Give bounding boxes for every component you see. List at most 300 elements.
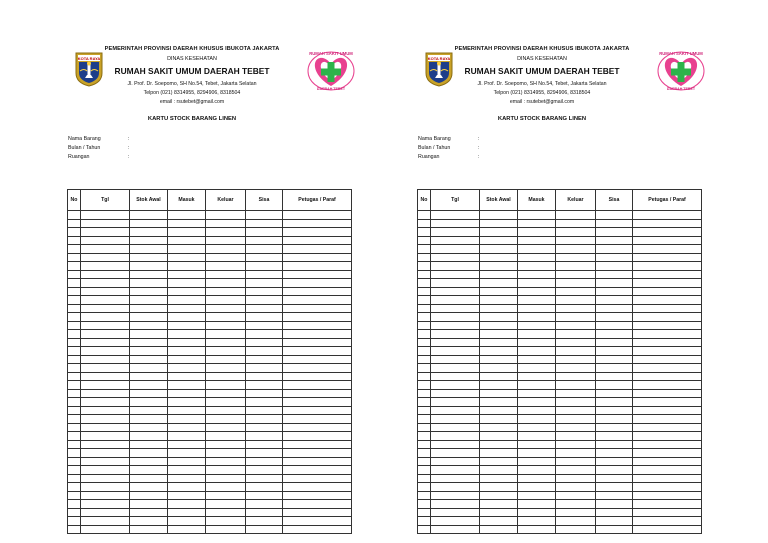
table-cell[interactable] bbox=[418, 355, 431, 364]
table-cell[interactable] bbox=[206, 423, 246, 432]
table-cell[interactable] bbox=[431, 406, 480, 415]
table-cell[interactable] bbox=[130, 355, 168, 364]
table-cell[interactable] bbox=[206, 457, 246, 466]
table-cell[interactable] bbox=[206, 228, 246, 237]
table-cell[interactable] bbox=[283, 474, 352, 483]
table-cell[interactable] bbox=[633, 347, 702, 356]
table-cell[interactable] bbox=[246, 219, 283, 228]
table-cell[interactable] bbox=[418, 406, 431, 415]
table-cell[interactable] bbox=[418, 313, 431, 322]
table-cell[interactable] bbox=[431, 474, 480, 483]
table-cell[interactable] bbox=[556, 330, 596, 339]
table-cell[interactable] bbox=[68, 372, 81, 381]
table-cell[interactable] bbox=[633, 440, 702, 449]
table-cell[interactable] bbox=[68, 415, 81, 424]
table-cell[interactable] bbox=[68, 500, 81, 509]
table-cell[interactable] bbox=[168, 287, 206, 296]
table-cell[interactable] bbox=[418, 364, 431, 373]
table-cell[interactable] bbox=[418, 228, 431, 237]
table-cell[interactable] bbox=[518, 228, 556, 237]
table-cell[interactable] bbox=[633, 432, 702, 441]
table-cell[interactable] bbox=[130, 270, 168, 279]
table-cell[interactable] bbox=[68, 364, 81, 373]
table-cell[interactable] bbox=[633, 330, 702, 339]
table-cell[interactable] bbox=[206, 491, 246, 500]
table-cell[interactable] bbox=[206, 517, 246, 526]
table-cell[interactable] bbox=[81, 432, 130, 441]
table-cell[interactable] bbox=[596, 423, 633, 432]
table-cell[interactable] bbox=[431, 253, 480, 262]
table-cell[interactable] bbox=[81, 398, 130, 407]
table-cell[interactable] bbox=[518, 466, 556, 475]
table-cell[interactable] bbox=[130, 304, 168, 313]
table-cell[interactable] bbox=[418, 253, 431, 262]
table-cell[interactable] bbox=[596, 466, 633, 475]
table-cell[interactable] bbox=[81, 321, 130, 330]
table-cell[interactable] bbox=[81, 262, 130, 271]
table-cell[interactable] bbox=[633, 338, 702, 347]
table-cell[interactable] bbox=[596, 355, 633, 364]
table-cell[interactable] bbox=[518, 253, 556, 262]
table-cell[interactable] bbox=[518, 440, 556, 449]
table-cell[interactable] bbox=[246, 415, 283, 424]
table-cell[interactable] bbox=[81, 296, 130, 305]
table-cell[interactable] bbox=[206, 381, 246, 390]
table-cell[interactable] bbox=[596, 321, 633, 330]
table-cell[interactable] bbox=[418, 338, 431, 347]
table-cell[interactable] bbox=[518, 330, 556, 339]
table-cell[interactable] bbox=[168, 304, 206, 313]
table-cell[interactable] bbox=[168, 321, 206, 330]
table-cell[interactable] bbox=[633, 313, 702, 322]
table-cell[interactable] bbox=[431, 432, 480, 441]
table-cell[interactable] bbox=[633, 321, 702, 330]
table-cell[interactable] bbox=[168, 381, 206, 390]
table-cell[interactable] bbox=[633, 398, 702, 407]
table-cell[interactable] bbox=[633, 423, 702, 432]
table-cell[interactable] bbox=[556, 517, 596, 526]
table-cell[interactable] bbox=[518, 406, 556, 415]
table-cell[interactable] bbox=[431, 245, 480, 254]
table-cell[interactable] bbox=[246, 483, 283, 492]
table-cell[interactable] bbox=[431, 449, 480, 458]
table-cell[interactable] bbox=[431, 364, 480, 373]
table-cell[interactable] bbox=[556, 449, 596, 458]
table-cell[interactable] bbox=[283, 219, 352, 228]
table-cell[interactable] bbox=[633, 236, 702, 245]
table-cell[interactable] bbox=[556, 483, 596, 492]
table-cell[interactable] bbox=[206, 347, 246, 356]
table-cell[interactable] bbox=[246, 321, 283, 330]
table-cell[interactable] bbox=[418, 330, 431, 339]
table-cell[interactable] bbox=[431, 440, 480, 449]
table-cell[interactable] bbox=[246, 423, 283, 432]
table-cell[interactable] bbox=[556, 389, 596, 398]
table-cell[interactable] bbox=[431, 389, 480, 398]
table-cell[interactable] bbox=[418, 262, 431, 271]
table-cell[interactable] bbox=[68, 381, 81, 390]
table-cell[interactable] bbox=[130, 253, 168, 262]
table-cell[interactable] bbox=[246, 287, 283, 296]
table-cell[interactable] bbox=[81, 279, 130, 288]
table-cell[interactable] bbox=[431, 262, 480, 271]
table-cell[interactable] bbox=[418, 483, 431, 492]
table-cell[interactable] bbox=[283, 262, 352, 271]
table-cell[interactable] bbox=[480, 483, 518, 492]
table-cell[interactable] bbox=[68, 525, 81, 534]
table-cell[interactable] bbox=[246, 432, 283, 441]
table-cell[interactable] bbox=[556, 262, 596, 271]
table-cell[interactable] bbox=[431, 466, 480, 475]
table-cell[interactable] bbox=[633, 279, 702, 288]
table-cell[interactable] bbox=[168, 440, 206, 449]
table-cell[interactable] bbox=[518, 211, 556, 220]
table-cell[interactable] bbox=[168, 508, 206, 517]
table-cell[interactable] bbox=[431, 330, 480, 339]
table-cell[interactable] bbox=[246, 491, 283, 500]
table-cell[interactable] bbox=[206, 304, 246, 313]
table-cell[interactable] bbox=[480, 321, 518, 330]
table-cell[interactable] bbox=[168, 449, 206, 458]
table-cell[interactable] bbox=[633, 449, 702, 458]
table-cell[interactable] bbox=[81, 228, 130, 237]
table-cell[interactable] bbox=[480, 474, 518, 483]
table-cell[interactable] bbox=[556, 474, 596, 483]
table-cell[interactable] bbox=[283, 245, 352, 254]
table-cell[interactable] bbox=[283, 517, 352, 526]
table-cell[interactable] bbox=[130, 372, 168, 381]
table-cell[interactable] bbox=[283, 457, 352, 466]
table-cell[interactable] bbox=[431, 500, 480, 509]
table-cell[interactable] bbox=[480, 364, 518, 373]
table-cell[interactable] bbox=[480, 449, 518, 458]
table-cell[interactable] bbox=[556, 236, 596, 245]
table-cell[interactable] bbox=[480, 347, 518, 356]
table-cell[interactable] bbox=[596, 491, 633, 500]
table-cell[interactable] bbox=[246, 500, 283, 509]
table-cell[interactable] bbox=[81, 483, 130, 492]
table-cell[interactable] bbox=[81, 525, 130, 534]
table-cell[interactable] bbox=[81, 355, 130, 364]
table-cell[interactable] bbox=[68, 253, 81, 262]
table-cell[interactable] bbox=[431, 483, 480, 492]
table-cell[interactable] bbox=[68, 449, 81, 458]
table-cell[interactable] bbox=[418, 296, 431, 305]
table-cell[interactable] bbox=[246, 211, 283, 220]
table-cell[interactable] bbox=[480, 253, 518, 262]
table-cell[interactable] bbox=[556, 287, 596, 296]
table-cell[interactable] bbox=[480, 440, 518, 449]
table-cell[interactable] bbox=[556, 432, 596, 441]
table-cell[interactable] bbox=[246, 262, 283, 271]
table-cell[interactable] bbox=[431, 508, 480, 517]
table-cell[interactable] bbox=[633, 253, 702, 262]
table-cell[interactable] bbox=[168, 253, 206, 262]
table-cell[interactable] bbox=[418, 457, 431, 466]
table-cell[interactable] bbox=[206, 449, 246, 458]
table-cell[interactable] bbox=[68, 355, 81, 364]
table-cell[interactable] bbox=[596, 398, 633, 407]
table-cell[interactable] bbox=[418, 398, 431, 407]
table-cell[interactable] bbox=[518, 449, 556, 458]
table-cell[interactable] bbox=[418, 321, 431, 330]
table-cell[interactable] bbox=[518, 491, 556, 500]
table-cell[interactable] bbox=[206, 466, 246, 475]
table-cell[interactable] bbox=[130, 415, 168, 424]
table-cell[interactable] bbox=[633, 381, 702, 390]
table-cell[interactable] bbox=[81, 347, 130, 356]
table-cell[interactable] bbox=[556, 500, 596, 509]
table-cell[interactable] bbox=[130, 491, 168, 500]
table-cell[interactable] bbox=[556, 253, 596, 262]
table-cell[interactable] bbox=[68, 236, 81, 245]
table-cell[interactable] bbox=[81, 500, 130, 509]
table-cell[interactable] bbox=[431, 211, 480, 220]
table-cell[interactable] bbox=[246, 508, 283, 517]
table-cell[interactable] bbox=[418, 415, 431, 424]
table-cell[interactable] bbox=[480, 398, 518, 407]
table-cell[interactable] bbox=[81, 457, 130, 466]
table-cell[interactable] bbox=[596, 330, 633, 339]
table-cell[interactable] bbox=[418, 500, 431, 509]
table-cell[interactable] bbox=[168, 406, 206, 415]
table-cell[interactable] bbox=[283, 236, 352, 245]
table-cell[interactable] bbox=[596, 287, 633, 296]
table-cell[interactable] bbox=[283, 211, 352, 220]
table-cell[interactable] bbox=[518, 321, 556, 330]
table-cell[interactable] bbox=[556, 525, 596, 534]
table-cell[interactable] bbox=[596, 381, 633, 390]
table-cell[interactable] bbox=[283, 304, 352, 313]
table-cell[interactable] bbox=[596, 211, 633, 220]
table-cell[interactable] bbox=[556, 304, 596, 313]
table-cell[interactable] bbox=[130, 364, 168, 373]
table-cell[interactable] bbox=[130, 474, 168, 483]
table-cell[interactable] bbox=[206, 279, 246, 288]
table-cell[interactable] bbox=[168, 423, 206, 432]
table-cell[interactable] bbox=[480, 219, 518, 228]
table-cell[interactable] bbox=[431, 381, 480, 390]
table-cell[interactable] bbox=[556, 219, 596, 228]
table-cell[interactable] bbox=[168, 211, 206, 220]
table-cell[interactable] bbox=[596, 236, 633, 245]
table-cell[interactable] bbox=[556, 381, 596, 390]
table-cell[interactable] bbox=[246, 296, 283, 305]
table-cell[interactable] bbox=[418, 236, 431, 245]
table-cell[interactable] bbox=[246, 457, 283, 466]
table-cell[interactable] bbox=[431, 338, 480, 347]
table-cell[interactable] bbox=[130, 330, 168, 339]
table-cell[interactable] bbox=[633, 389, 702, 398]
table-cell[interactable] bbox=[480, 381, 518, 390]
table-cell[interactable] bbox=[596, 517, 633, 526]
table-cell[interactable] bbox=[283, 440, 352, 449]
table-cell[interactable] bbox=[81, 415, 130, 424]
table-cell[interactable] bbox=[130, 211, 168, 220]
table-cell[interactable] bbox=[596, 228, 633, 237]
table-cell[interactable] bbox=[168, 364, 206, 373]
table-cell[interactable] bbox=[518, 347, 556, 356]
table-cell[interactable] bbox=[68, 457, 81, 466]
table-cell[interactable] bbox=[518, 423, 556, 432]
table-cell[interactable] bbox=[168, 483, 206, 492]
table-cell[interactable] bbox=[68, 491, 81, 500]
table-cell[interactable] bbox=[168, 296, 206, 305]
table-cell[interactable] bbox=[633, 364, 702, 373]
table-cell[interactable] bbox=[283, 330, 352, 339]
table-cell[interactable] bbox=[68, 262, 81, 271]
table-cell[interactable] bbox=[431, 398, 480, 407]
table-cell[interactable] bbox=[596, 440, 633, 449]
table-cell[interactable] bbox=[68, 406, 81, 415]
table-cell[interactable] bbox=[283, 313, 352, 322]
table-cell[interactable] bbox=[81, 253, 130, 262]
table-cell[interactable] bbox=[596, 270, 633, 279]
table-cell[interactable] bbox=[431, 491, 480, 500]
table-cell[interactable] bbox=[480, 304, 518, 313]
table-cell[interactable] bbox=[283, 364, 352, 373]
table-cell[interactable] bbox=[130, 432, 168, 441]
table-cell[interactable] bbox=[518, 474, 556, 483]
table-cell[interactable] bbox=[168, 330, 206, 339]
table-cell[interactable] bbox=[480, 262, 518, 271]
table-cell[interactable] bbox=[431, 236, 480, 245]
table-cell[interactable] bbox=[556, 321, 596, 330]
table-cell[interactable] bbox=[81, 508, 130, 517]
table-cell[interactable] bbox=[168, 236, 206, 245]
table-cell[interactable] bbox=[168, 432, 206, 441]
table-cell[interactable] bbox=[81, 245, 130, 254]
table-cell[interactable] bbox=[130, 321, 168, 330]
table-cell[interactable] bbox=[418, 347, 431, 356]
table-cell[interactable] bbox=[283, 389, 352, 398]
table-cell[interactable] bbox=[130, 347, 168, 356]
table-cell[interactable] bbox=[633, 406, 702, 415]
table-cell[interactable] bbox=[246, 372, 283, 381]
table-cell[interactable] bbox=[556, 279, 596, 288]
table-cell[interactable] bbox=[168, 338, 206, 347]
table-cell[interactable] bbox=[480, 236, 518, 245]
table-cell[interactable] bbox=[556, 211, 596, 220]
table-cell[interactable] bbox=[418, 525, 431, 534]
table-cell[interactable] bbox=[431, 347, 480, 356]
table-cell[interactable] bbox=[168, 517, 206, 526]
table-cell[interactable] bbox=[633, 245, 702, 254]
table-cell[interactable] bbox=[556, 228, 596, 237]
table-cell[interactable] bbox=[283, 381, 352, 390]
table-cell[interactable] bbox=[68, 219, 81, 228]
table-cell[interactable] bbox=[283, 406, 352, 415]
table-cell[interactable] bbox=[556, 313, 596, 322]
table-cell[interactable] bbox=[130, 466, 168, 475]
table-cell[interactable] bbox=[206, 211, 246, 220]
table-cell[interactable] bbox=[68, 211, 81, 220]
table-cell[interactable] bbox=[206, 483, 246, 492]
table-cell[interactable] bbox=[130, 500, 168, 509]
table-cell[interactable] bbox=[246, 398, 283, 407]
table-cell[interactable] bbox=[206, 287, 246, 296]
table-cell[interactable] bbox=[206, 474, 246, 483]
table-cell[interactable] bbox=[431, 525, 480, 534]
table-cell[interactable] bbox=[206, 253, 246, 262]
table-cell[interactable] bbox=[206, 245, 246, 254]
table-cell[interactable] bbox=[130, 525, 168, 534]
table-cell[interactable] bbox=[596, 457, 633, 466]
table-cell[interactable] bbox=[283, 338, 352, 347]
table-cell[interactable] bbox=[283, 432, 352, 441]
table-cell[interactable] bbox=[68, 287, 81, 296]
table-cell[interactable] bbox=[246, 525, 283, 534]
table-cell[interactable] bbox=[246, 466, 283, 475]
table-cell[interactable] bbox=[246, 245, 283, 254]
table-cell[interactable] bbox=[556, 457, 596, 466]
table-cell[interactable] bbox=[130, 423, 168, 432]
table-cell[interactable] bbox=[168, 313, 206, 322]
table-cell[interactable] bbox=[283, 525, 352, 534]
table-cell[interactable] bbox=[130, 483, 168, 492]
table-cell[interactable] bbox=[556, 415, 596, 424]
table-cell[interactable] bbox=[633, 500, 702, 509]
table-cell[interactable] bbox=[206, 219, 246, 228]
table-cell[interactable] bbox=[480, 338, 518, 347]
table-cell[interactable] bbox=[68, 517, 81, 526]
table-cell[interactable] bbox=[246, 517, 283, 526]
table-cell[interactable] bbox=[518, 279, 556, 288]
table-cell[interactable] bbox=[130, 219, 168, 228]
table-cell[interactable] bbox=[68, 432, 81, 441]
table-cell[interactable] bbox=[418, 517, 431, 526]
table-cell[interactable] bbox=[246, 338, 283, 347]
table-cell[interactable] bbox=[518, 381, 556, 390]
table-cell[interactable] bbox=[283, 372, 352, 381]
table-cell[interactable] bbox=[556, 398, 596, 407]
table-cell[interactable] bbox=[596, 483, 633, 492]
table-cell[interactable] bbox=[418, 219, 431, 228]
table-cell[interactable] bbox=[633, 270, 702, 279]
table-cell[interactable] bbox=[556, 423, 596, 432]
table-cell[interactable] bbox=[431, 321, 480, 330]
table-cell[interactable] bbox=[480, 508, 518, 517]
table-cell[interactable] bbox=[633, 483, 702, 492]
table-cell[interactable] bbox=[168, 525, 206, 534]
table-cell[interactable] bbox=[206, 338, 246, 347]
table-cell[interactable] bbox=[81, 440, 130, 449]
table-cell[interactable] bbox=[556, 296, 596, 305]
table-cell[interactable] bbox=[68, 279, 81, 288]
table-cell[interactable] bbox=[596, 296, 633, 305]
table-cell[interactable] bbox=[168, 398, 206, 407]
table-cell[interactable] bbox=[81, 287, 130, 296]
table-cell[interactable] bbox=[68, 270, 81, 279]
table-cell[interactable] bbox=[246, 253, 283, 262]
table-cell[interactable] bbox=[418, 432, 431, 441]
table-cell[interactable] bbox=[283, 296, 352, 305]
table-cell[interactable] bbox=[206, 406, 246, 415]
table-cell[interactable] bbox=[431, 228, 480, 237]
table-cell[interactable] bbox=[68, 321, 81, 330]
table-cell[interactable] bbox=[556, 406, 596, 415]
table-cell[interactable] bbox=[480, 287, 518, 296]
table-cell[interactable] bbox=[246, 440, 283, 449]
table-cell[interactable] bbox=[168, 457, 206, 466]
table-cell[interactable] bbox=[518, 457, 556, 466]
table-cell[interactable] bbox=[246, 228, 283, 237]
table-cell[interactable] bbox=[246, 389, 283, 398]
table-cell[interactable] bbox=[130, 262, 168, 271]
table-cell[interactable] bbox=[480, 500, 518, 509]
table-cell[interactable] bbox=[68, 304, 81, 313]
table-cell[interactable] bbox=[518, 389, 556, 398]
